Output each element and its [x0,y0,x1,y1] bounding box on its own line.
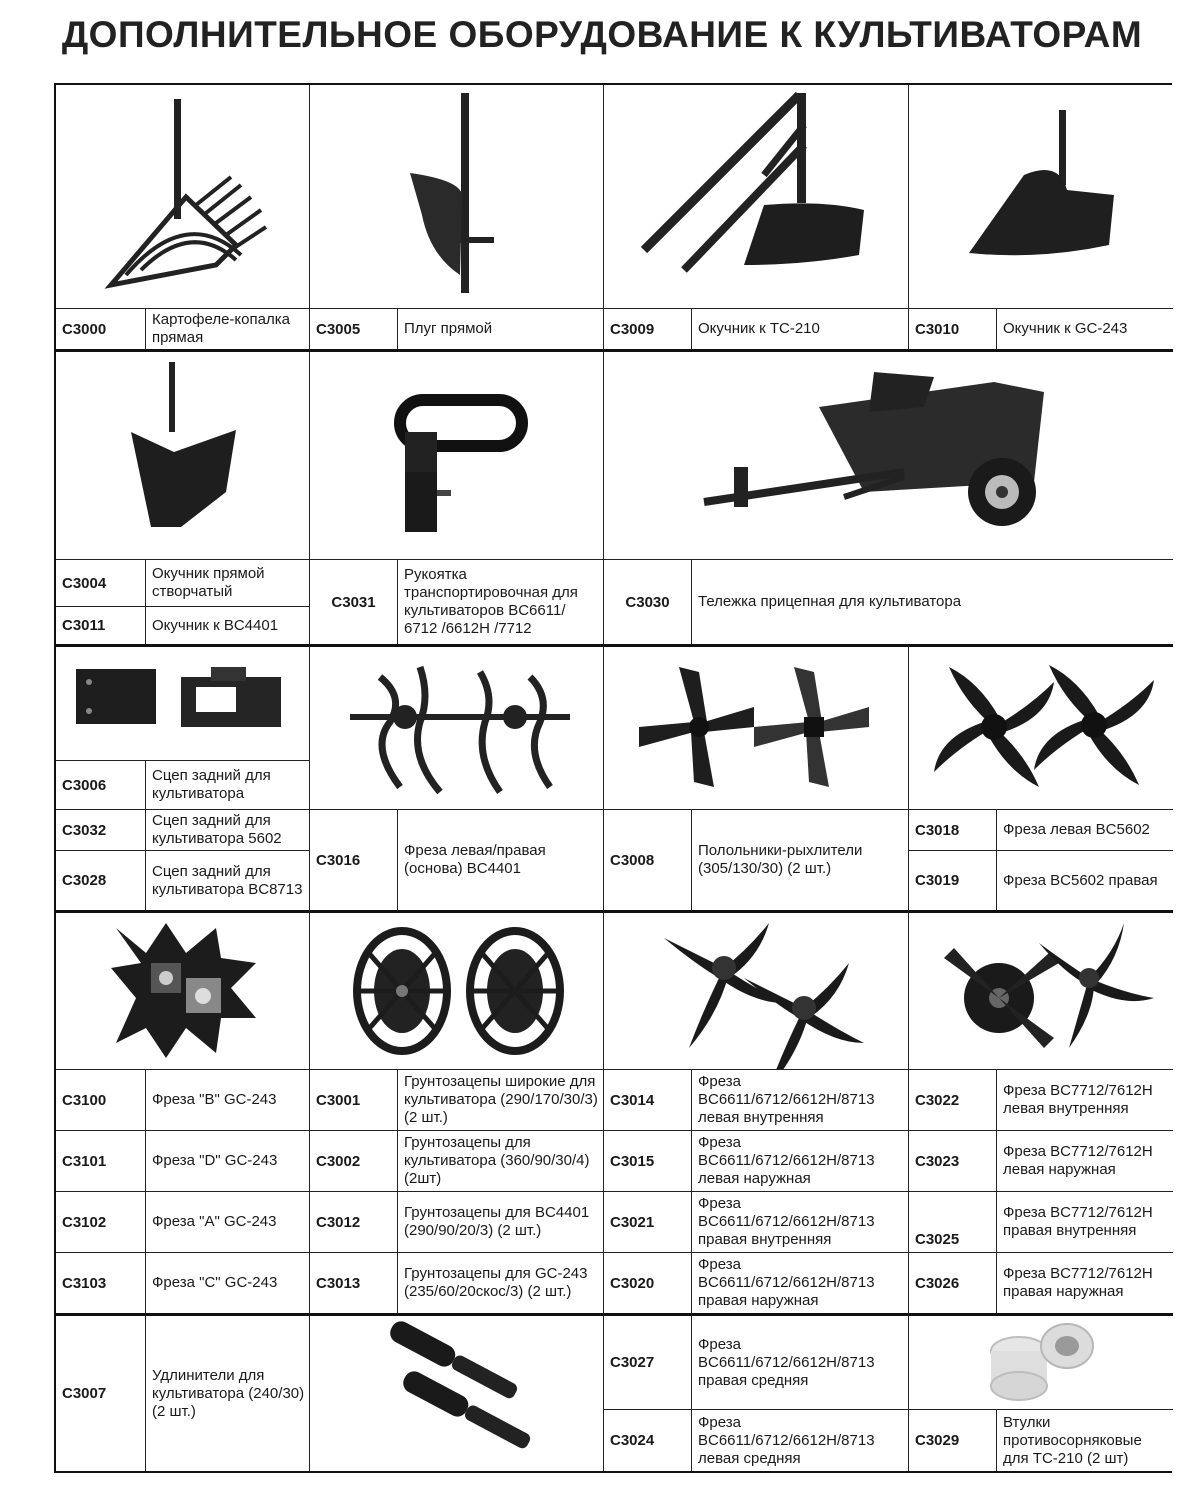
name-c3020: Фреза BC6611/6712/6612H/8713 правая наружная [691,1252,908,1313]
tiller-image [309,644,603,809]
code-c3000: C3000 [56,308,145,349]
code-c3012: C3012 [309,1191,397,1252]
name-c3014: Фреза BC6611/6712/6612H/8713 левая внутренняя [691,1069,908,1130]
code-c3006: C3006 [56,760,145,809]
blade-cutter-image [603,910,908,1069]
disc-cutter-image [908,910,1173,1069]
name-c3002: Грунтозацепы для культиватора (360/90/30/4) (2шт) [397,1130,603,1191]
trailer-cart-image [603,349,1173,559]
code-c3024: C3024 [603,1409,691,1471]
name-c3019: Фреза BC5602 правая [996,850,1173,910]
code-c3027: C3027 [603,1313,691,1409]
extension-shaft-image [309,1313,603,1471]
code-c3102: C3102 [56,1191,145,1252]
code-c3029: C3029 [908,1409,996,1471]
name-c3001: Грунтозацепы широкие для культиватора (290/170/30/3) (2 шт.) [397,1069,603,1130]
name-c3032: Сцеп задний для культиватора 5602 [145,809,309,850]
name-c3008: Полольники-рыхлители (305/130/30) (2 шт.) [691,809,908,910]
hiller-frame-icon [604,85,908,308]
hiller-icon [909,85,1173,308]
code-c3013: C3013 [309,1252,397,1313]
rear-hitch-icon [56,647,309,760]
blade-cutter-icon [604,913,908,1069]
transport-handle-icon [310,352,603,559]
code-c3021: C3021 [603,1191,691,1252]
cutter-image [908,644,1173,809]
code-c3007: C3007 [56,1313,145,1471]
name-c3023: Фреза BC7712/7612H левая наружная [996,1130,1173,1191]
name-c3015: Фреза BC6611/6712/6612H/8713 левая наружная [691,1130,908,1191]
code-c3004: C3004 [56,559,145,606]
name-c3000: Картофеле-копалка прямая [145,308,309,349]
name-c3103: Фреза "C" GC-243 [145,1252,309,1313]
tiller-icon [310,647,603,809]
name-c3007: Удлинители для культиватора (240/30) (2 шт.) [145,1313,309,1471]
trailer-cart-icon [604,352,1173,559]
name-c3100: Фреза "B" GC-243 [145,1069,309,1130]
name-c3026: Фреза BC7712/7612H правая наружная [996,1252,1173,1313]
extension-shaft-icon [310,1316,603,1471]
code-c3020: C3020 [603,1252,691,1313]
code-c3023: C3023 [908,1130,996,1191]
code-c3001: C3001 [309,1069,397,1130]
code-c3030: C3030 [603,559,691,644]
rear-hitch-image [56,644,309,760]
name-c3011: Окучник к BC4401 [145,606,309,644]
potato-digger-icon [56,85,309,308]
weeder-image [603,644,908,809]
code-c3015: C3015 [603,1130,691,1191]
code-c3103: C3103 [56,1252,145,1313]
name-c3029: Втулки противосорняковые для TC-210 (2 шт) [996,1409,1173,1471]
transport-handle-image [309,349,603,559]
code-c3101: C3101 [56,1130,145,1191]
code-c3026: C3026 [908,1252,996,1313]
code-c3028: C3028 [56,850,145,910]
catalog-table [54,83,1172,1473]
name-c3018: Фреза левая BC5602 [996,809,1173,850]
name-c3016: Фреза левая/правая (основа) BC4401 [397,809,603,910]
name-c3024: Фреза BC6611/6712/6612H/8713 левая средняя [691,1409,908,1471]
code-c3011: C3011 [56,606,145,644]
name-c3005: Плуг прямой [397,308,603,349]
name-c3102: Фреза "A" GC-243 [145,1191,309,1252]
code-c3032: C3032 [56,809,145,850]
code-c3019: C3019 [908,850,996,910]
hiller-straight-image [56,349,309,559]
code-c3025: C3025 [908,1191,996,1252]
code-c3010: C3010 [908,308,996,349]
plough-image [309,85,603,308]
name-c3027: Фреза BC6611/6712/6612H/8713 правая средняя [691,1313,908,1409]
cutter-icon [909,647,1173,809]
name-c3010: Окучник к GC-243 [996,308,1173,349]
star-cutter-image [56,910,309,1069]
bushing-image [908,1313,1173,1409]
name-c3101: Фреза "D" GC-243 [145,1130,309,1191]
name-c3028: Сцеп задний для культиватора BC8713 [145,850,309,910]
name-c3009: Окучник к TC-210 [691,308,908,349]
name-c3025: Фреза BC7712/7612H правая внутренняя [996,1191,1173,1252]
code-c3002: C3002 [309,1130,397,1191]
lug-wheel-icon [310,913,603,1069]
page-title: ДОПОЛНИТЕЛЬНОЕ ОБОРУДОВАНИЕ К КУЛЬТИВАТОРАМ [61,14,1143,55]
plough-icon [310,85,603,308]
name-c3004: Окучник прямой створчатый [145,559,309,606]
code-c3014: C3014 [603,1069,691,1130]
hiller-frame-image [603,85,908,308]
code-c3016: C3016 [309,809,397,910]
code-c3022: C3022 [908,1069,996,1130]
code-c3018: C3018 [908,809,996,850]
disc-cutter-icon [909,913,1173,1069]
code-c3031: C3031 [309,559,397,644]
code-c3009: C3009 [603,308,691,349]
name-c3006: Сцеп задний для культиватора [145,760,309,809]
star-cutter-icon [56,913,309,1069]
code-c3100: C3100 [56,1069,145,1130]
potato-digger-image [56,85,309,308]
lug-wheel-image [309,910,603,1069]
name-c3031: Рукоятка транспортировочная для культиваторов BC6611/ 6712 /6612H /7712 [397,559,603,644]
hiller-straight-icon [56,352,309,559]
name-c3022: Фреза BC7712/7612H левая внутренняя [996,1069,1173,1130]
name-c3013: Грунтозацепы для GC-243 (235/60/20скос/3) (2 шт.) [397,1252,603,1313]
weeder-icon [604,647,908,809]
name-c3030: Тележка прицепная для культиватора [691,559,1173,644]
hiller-image [908,85,1173,308]
bushing-icon [909,1316,1173,1409]
code-c3005: C3005 [309,308,397,349]
name-c3012: Грунтозацепы для BC4401 (290/90/20/3) (2 шт.) [397,1191,603,1252]
name-c3021: Фреза BC6611/6712/6612H/8713 правая внутренняя [691,1191,908,1252]
code-c3008: C3008 [603,809,691,910]
